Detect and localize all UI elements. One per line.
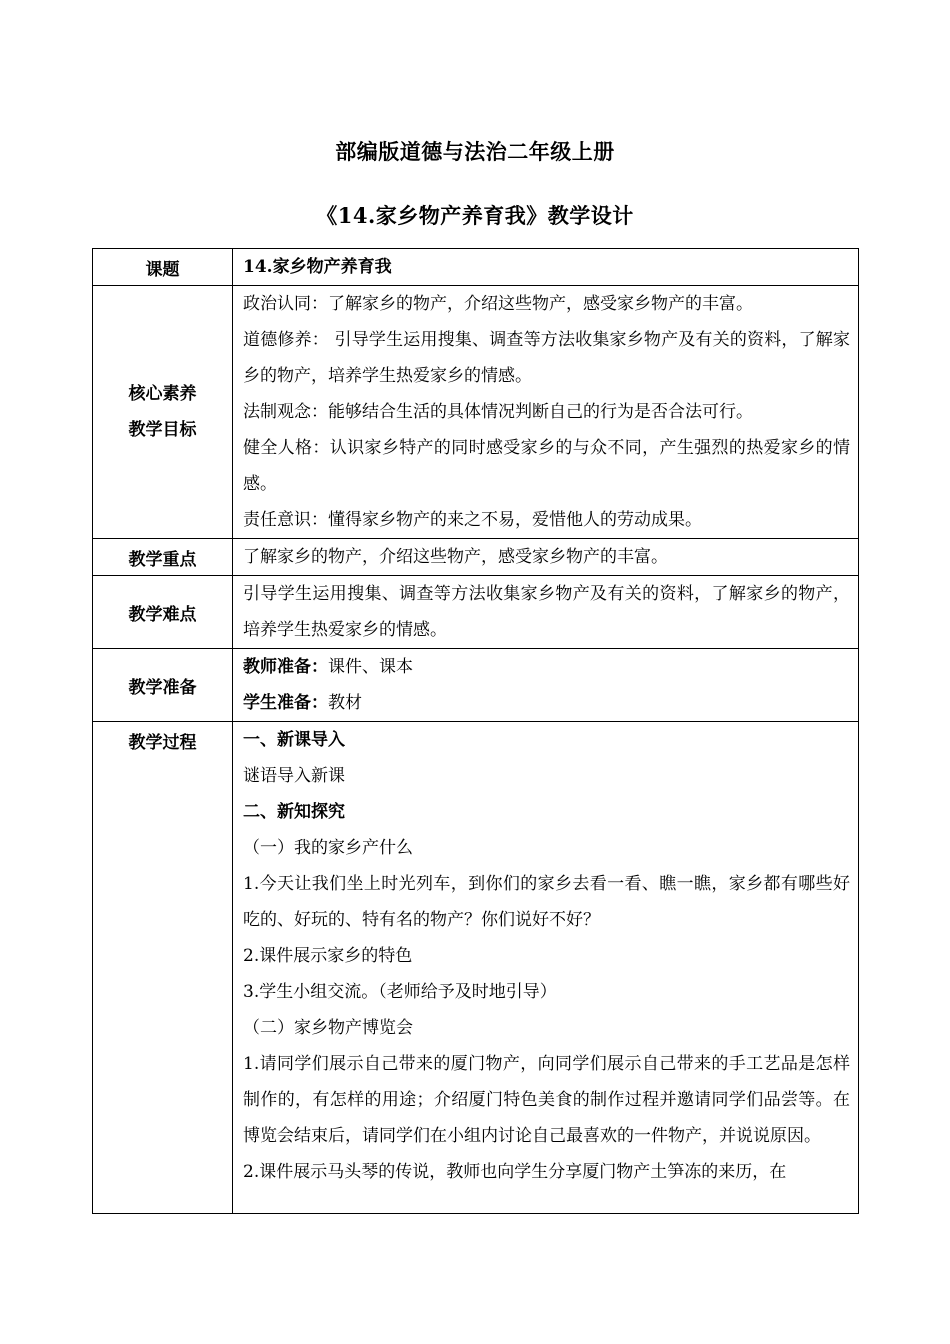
table-row-key <box>93 539 859 576</box>
table-row-prep <box>93 649 859 722</box>
section-heading: 二、新知探究 <box>243 802 345 822</box>
table-row-difficulty <box>93 576 859 649</box>
goal-item: 健全人格：认识家乡特产的同时感受家乡的与众不同，产生强烈的热爱家乡的情感。 <box>243 438 850 494</box>
process-label: 教学过程 <box>93 722 233 1214</box>
section-heading: 一、新课导入 <box>243 730 345 750</box>
process-paragraph: 2.课件展示家乡的特色 <box>243 946 413 966</box>
goal-item: 政治认同：了解家乡的物产，介绍这些物产，感受家乡物产的丰富。 <box>243 294 753 314</box>
key-content <box>233 539 859 576</box>
goal-item: 责任意识：懂得家乡物产的来之不易，爱惜他人的劳动成果。 <box>243 510 702 530</box>
goal-item: 法制观念：能够结合生活的具体情况判断自己的行为是否合法可行。 <box>243 402 753 422</box>
teacher-prep-value: 课件、课本 <box>328 657 413 677</box>
goal-item: 道德修养： 引导学生运用搜集、调查等方法收集家乡物产及有关的资料，了解家乡的物产，培养学生热爱家乡的情感。 <box>243 330 850 386</box>
difficulty-text: 引导学生运用搜集、调查等方法收集家乡物产及有关的资料，了解家乡的物产，培养学生热爱家乡的情感。 <box>243 584 850 640</box>
prep-content <box>233 649 859 722</box>
goals-label <box>93 286 233 539</box>
subsection-heading: （二）家乡物产博览会 <box>243 1018 413 1038</box>
process-paragraph: 3.学生小组交流。（老师给予及时地引导） <box>243 982 557 1002</box>
topic-label: 课题 <box>93 249 233 286</box>
section-text: 谜语导入新课 <box>243 766 345 786</box>
document-title: 部编版道德与法治二年级上册 <box>335 139 615 164</box>
key-label: 教学重点 <box>93 539 233 576</box>
process-content <box>233 722 859 1214</box>
teacher-prep <box>243 649 850 685</box>
process-paragraph: 1.请同学们展示自己带来的厦门物产，向同学们展示自己带来的手工艺品是怎样制作的，有怎样的用途；介绍厦门特色美食的制作过程并邀请同学们品尝等。在博览会结束后，请同学们在小组内讨论自己最喜欢的一件物产，并说说原因。 <box>243 1054 850 1146</box>
subsection-heading: （一）我的家乡产什么 <box>243 838 413 858</box>
lesson-plan-table <box>92 248 859 1214</box>
student-prep <box>243 685 850 721</box>
student-prep-value: 教材 <box>328 693 362 713</box>
student-prep-label: 学生准备： <box>243 693 328 713</box>
table-row-process <box>93 722 859 1214</box>
process-paragraph: 2.课件展示马头琴的传说，教师也向学生分享厦门物产土笋冻的来历，在 <box>243 1162 787 1182</box>
teacher-prep-label: 教师准备： <box>243 657 328 677</box>
topic-value <box>233 249 859 286</box>
difficulty-content <box>233 576 859 649</box>
goals-label-line2: 教学目标 <box>128 420 197 440</box>
prep-label: 教学准备 <box>93 649 233 722</box>
goals-label-line1: 核心素养 <box>128 384 197 404</box>
difficulty-label: 教学难点 <box>93 576 233 649</box>
topic-text: 14.家乡物产养育我 <box>243 257 392 277</box>
key-text: 了解家乡的物产，介绍这些物产，感受家乡物产的丰富。 <box>243 547 668 567</box>
document-subtitle: 《14.家乡物产养育我》教学设计 <box>316 203 634 228</box>
goals-content <box>233 286 859 539</box>
process-paragraph: 1.今天让我们坐上时光列车，到你们的家乡去看一看、瞧一瞧，家乡都有哪些好吃的、好玩的、特有名的物产？你们说好不好？ <box>243 874 850 930</box>
table-row-topic <box>93 249 859 286</box>
table-row-goals <box>93 286 859 539</box>
